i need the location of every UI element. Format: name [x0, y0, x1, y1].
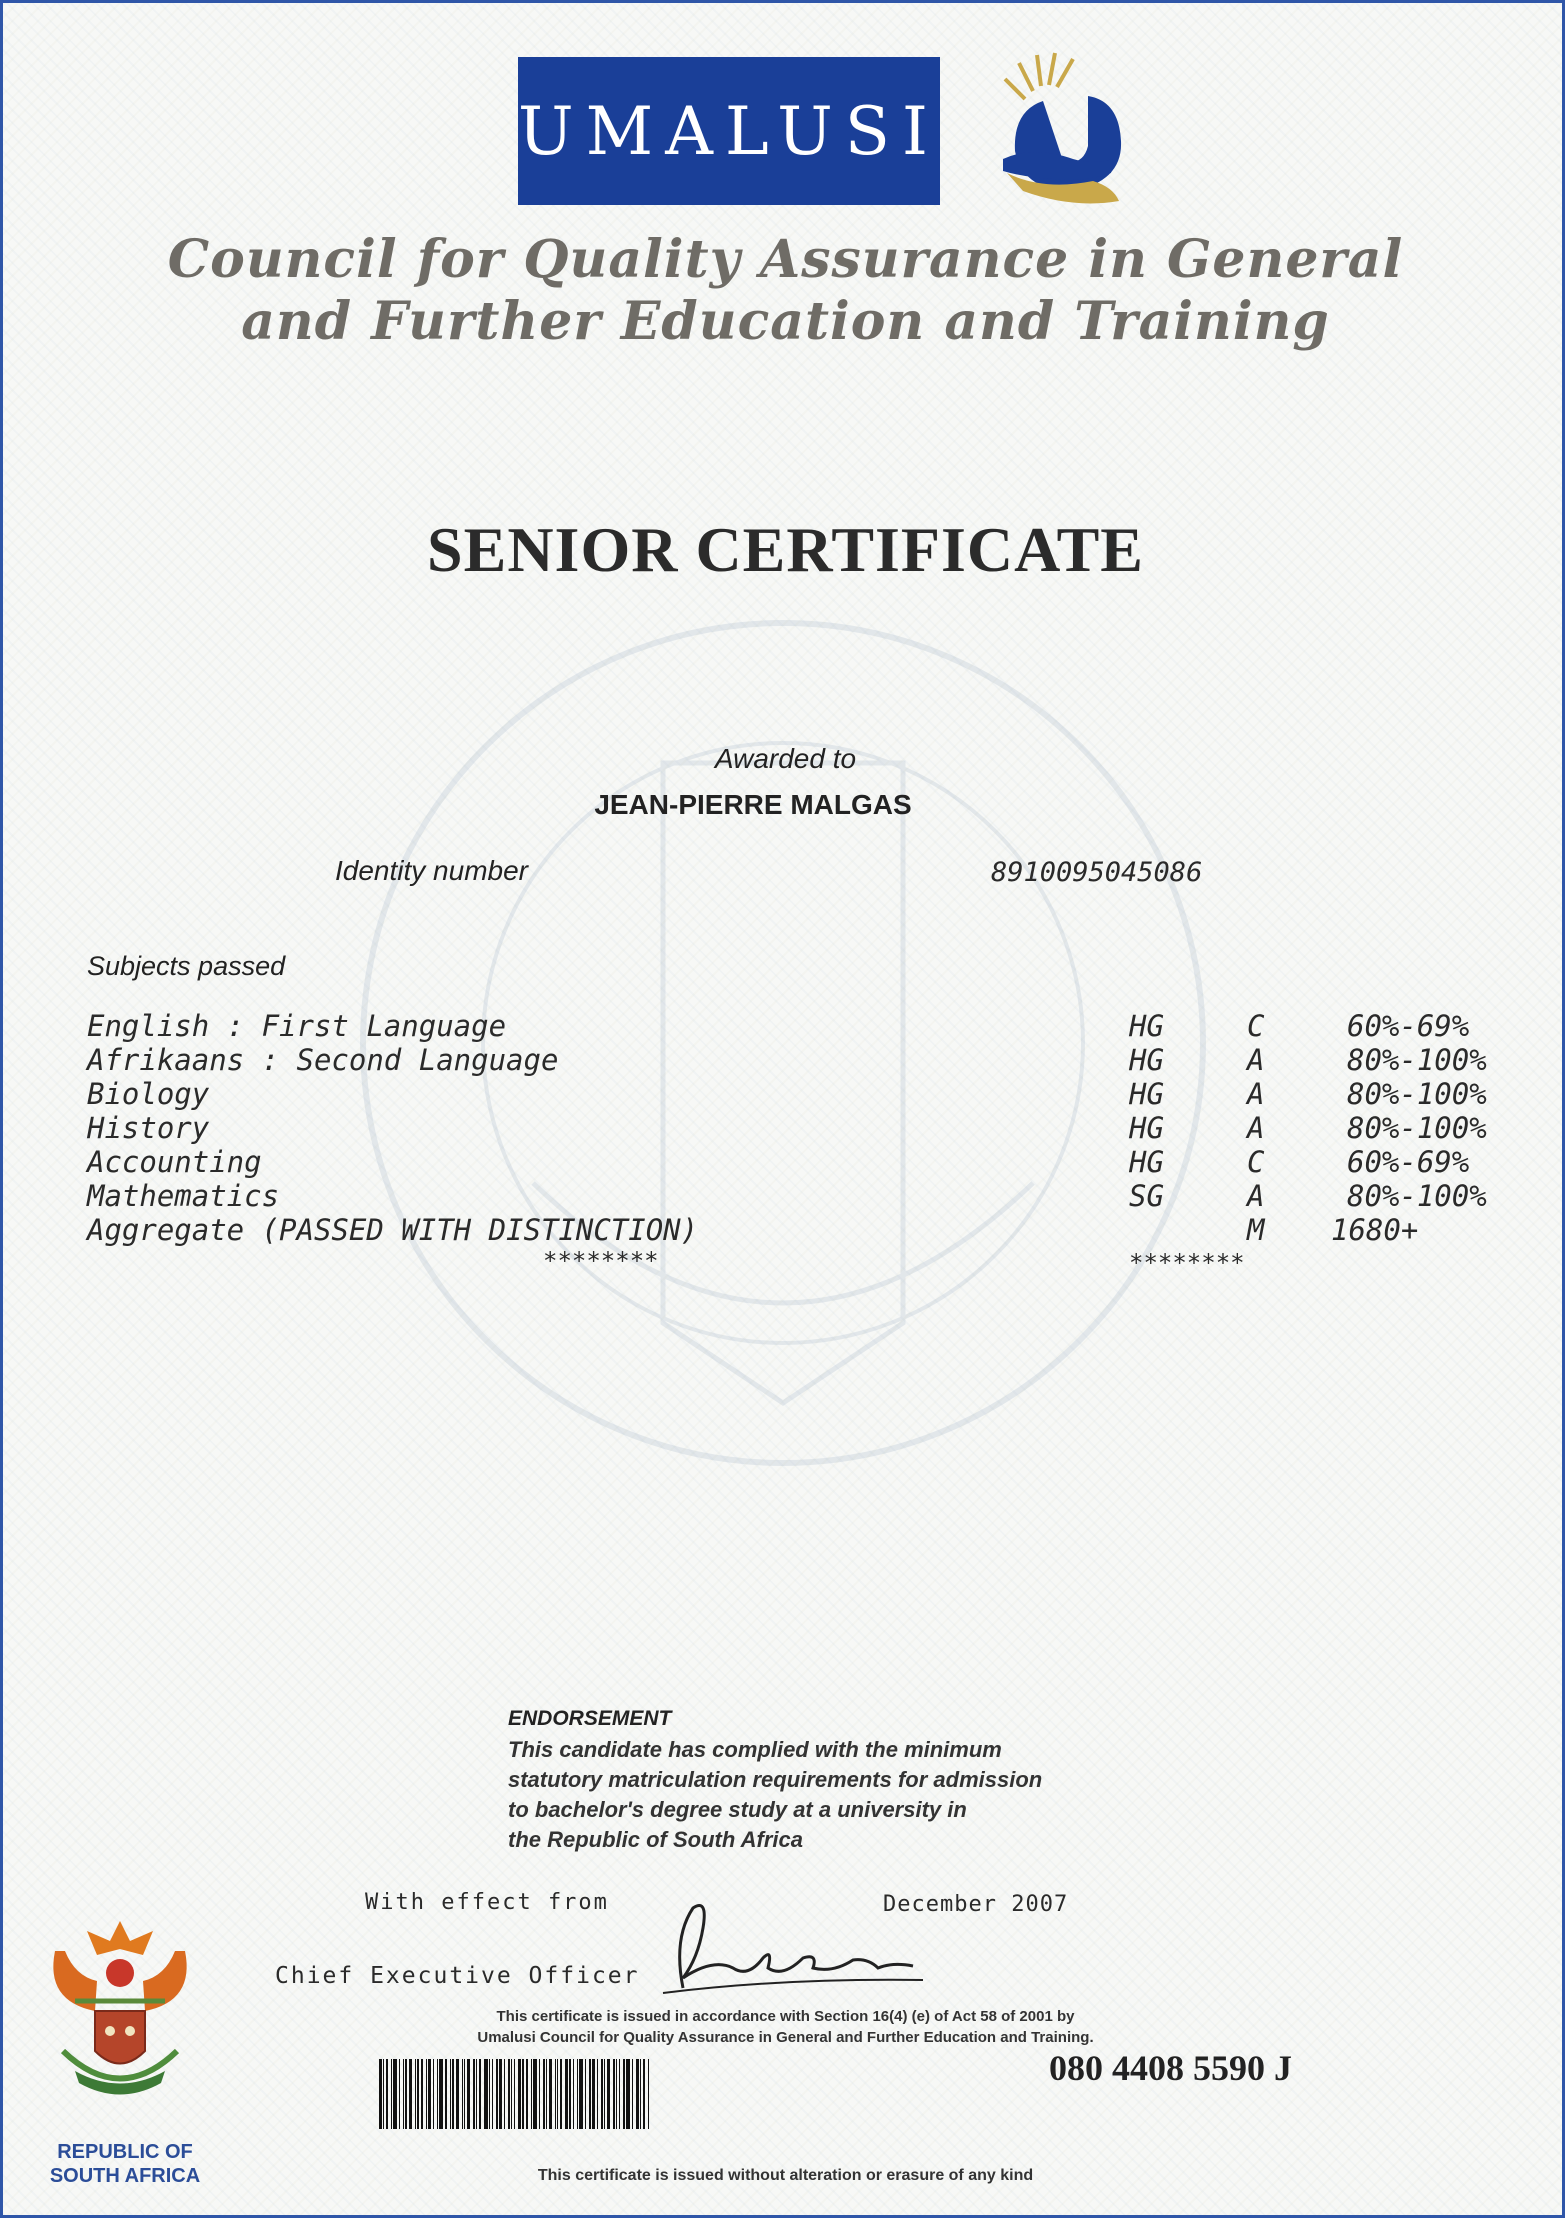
endorsement-line: This candidate has complied with the minimum: [508, 1737, 1002, 1762]
endorsement-line: statutory matriculation requirements for admission: [508, 1767, 1043, 1792]
barcode-bar: [403, 2059, 404, 2129]
umalusi-hand-emblem-icon: [993, 41, 1133, 209]
barcode-bar: [504, 2059, 505, 2129]
barcode-bar: [492, 2059, 493, 2129]
barcode-bar: [450, 2059, 451, 2129]
barcode-bar: [518, 2059, 521, 2129]
subject-level: HG: [1129, 1145, 1164, 1179]
barcode-bar: [473, 2059, 475, 2129]
subject-level: HG: [1129, 1111, 1164, 1145]
barcode-bar: [526, 2059, 528, 2129]
barcode-bar: [604, 2059, 605, 2129]
issued-note-line: This certificate is issued in accordance with Section 16(4) (e) of Act 58 of 2001 by: [496, 2008, 1075, 2025]
barcode-bar: [467, 2059, 470, 2129]
barcode-bar: [533, 2059, 537, 2129]
subject-percent: 80%-100%: [1347, 1179, 1487, 1213]
barcode-bar: [531, 2059, 532, 2129]
barcode-bar: [508, 2059, 510, 2129]
closing-stars-left: ********: [543, 1247, 659, 1275]
barcode-bar: [569, 2059, 571, 2129]
barcode-bar: [543, 2059, 545, 2129]
subject-percent: 80%-100%: [1347, 1077, 1487, 1111]
barcode-bar: [601, 2059, 603, 2129]
subject-percent: 80%-100%: [1347, 1111, 1487, 1145]
aggregate-row: [87, 1213, 1507, 1247]
barcode-bar: [405, 2059, 407, 2129]
subject-row: [87, 1145, 1507, 1179]
barcode-bar: [585, 2059, 586, 2129]
barcode-bar: [619, 2059, 620, 2129]
barcode-bar: [437, 2059, 438, 2129]
barcode-bar: [391, 2059, 392, 2129]
barcode-bar: [399, 2059, 400, 2129]
barcode-bar: [462, 2059, 463, 2129]
barcode: [379, 2059, 831, 2129]
certificate-title: SENIOR CERTIFICATE: [427, 514, 1144, 585]
barcode-bar: [456, 2059, 459, 2129]
subject-symbol: A: [1247, 1111, 1265, 1145]
barcode-bar: [539, 2059, 540, 2129]
barcode-bar: [546, 2059, 547, 2129]
barcode-bar: [557, 2059, 558, 2129]
subject-name: Accounting: [87, 1145, 262, 1179]
barcode-bar: [428, 2059, 431, 2129]
effect-from-label: With effect from: [365, 1890, 609, 1915]
subject-level: HG: [1129, 1077, 1164, 1111]
barcode-bar: [607, 2059, 610, 2129]
umalusi-logo: [518, 57, 940, 205]
subject-level: HG: [1129, 1009, 1164, 1043]
barcode-bar: [409, 2059, 412, 2129]
endorsement-line: the Republic of South Africa: [508, 1827, 803, 1852]
barcode-bar: [577, 2059, 578, 2129]
logo-text: UMALUSI: [518, 92, 940, 170]
barcode-bar: [499, 2059, 502, 2129]
subjects-passed-label: Subjects passed: [87, 951, 286, 981]
serial-number: 080 4408 5590 J: [1049, 2048, 1292, 2088]
barcode-bar: [496, 2059, 498, 2129]
barcode-bar: [592, 2059, 595, 2129]
footer-note: This certificate is issued without alteration or erasure of any kind: [537, 2167, 1034, 2184]
candidate-name: JEAN-PIERRE MALGAS: [594, 789, 912, 820]
identity-number-label: Identity number: [335, 855, 528, 886]
barcode-bar: [626, 2059, 630, 2129]
barcode-bar: [636, 2059, 639, 2129]
barcode-bar: [445, 2059, 447, 2129]
subject-percent: 80%-100%: [1347, 1043, 1487, 1077]
barcode-bar: [426, 2059, 427, 2129]
subject-percent: 60%-69%: [1347, 1009, 1470, 1043]
subject-symbol: A: [1247, 1043, 1265, 1077]
barcode-bar: [386, 2059, 388, 2129]
awarded-to-label: Awarded to: [714, 743, 857, 774]
barcode-bar: [648, 2059, 649, 2129]
issued-note-line: Umalusi Council for Quality Assurance in General and Further Education and Training.: [477, 2029, 1094, 2046]
subject-name: Mathematics: [87, 1179, 280, 1213]
aggregate-symbol: M: [1247, 1213, 1265, 1247]
barcode-bar: [573, 2059, 574, 2129]
subject-percent: 60%-69%: [1347, 1145, 1470, 1179]
barcode-bar: [433, 2059, 434, 2129]
barcode-bar: [417, 2059, 419, 2129]
aggregate-total: 1680+: [1331, 1213, 1419, 1247]
ceo-label: Chief Executive Officer: [275, 1963, 640, 1989]
barcode-bar: [522, 2059, 524, 2129]
subject-row: [87, 1077, 1507, 1111]
barcode-bar: [560, 2059, 562, 2129]
barcode-bar: [484, 2059, 488, 2129]
barcode-bar: [489, 2059, 490, 2129]
barcode-bar: [476, 2059, 477, 2129]
barcode-bar: [589, 2059, 591, 2129]
barcode-bar: [514, 2059, 515, 2129]
ceo-signature-icon: [653, 1898, 933, 1998]
barcode-bar: [549, 2059, 552, 2129]
barcode-bar: [623, 2059, 625, 2129]
subject-level: SG: [1129, 1179, 1164, 1213]
barcode-bar: [632, 2059, 633, 2129]
council-name-line-1: Council for Quality Assurance in General: [167, 229, 1404, 290]
subject-row: [87, 1043, 1507, 1077]
effect-from-date: December 2007: [883, 1892, 1069, 1917]
republic-label-line-2: SOUTH AFRICA: [49, 2165, 201, 2187]
barcode-bar: [479, 2059, 481, 2129]
subject-name: Biology: [87, 1077, 210, 1111]
subject-symbol: A: [1247, 1077, 1265, 1111]
subject-symbol: A: [1247, 1179, 1265, 1213]
endorsement-line: to bachelor's degree study at a university in: [508, 1797, 967, 1822]
subject-symbol: C: [1247, 1145, 1265, 1179]
barcode-bar: [383, 2059, 384, 2129]
barcode-bar: [613, 2059, 615, 2129]
identity-number-value: 8910095045086: [991, 857, 1203, 888]
barcode-bar: [511, 2059, 512, 2129]
subject-row: [87, 1009, 1507, 1043]
subject-name: English : First Language: [87, 1009, 507, 1043]
barcode-bar: [616, 2059, 617, 2129]
barcode-bar: [415, 2059, 416, 2129]
barcode-bar: [643, 2059, 645, 2129]
barcode-bar: [555, 2059, 556, 2129]
subject-symbol: C: [1247, 1009, 1265, 1043]
subject-level: HG: [1129, 1043, 1164, 1077]
barcode-bar: [597, 2059, 598, 2129]
subject-row: [87, 1111, 1507, 1145]
aggregate-label: Aggregate (PASSED WITH DISTINCTION): [87, 1213, 699, 1247]
endorsement-heading: ENDORSEMENT: [508, 1707, 672, 1730]
barcode-bar: [393, 2059, 397, 2129]
barcode-bar: [452, 2059, 454, 2129]
barcode-bar: [421, 2059, 423, 2129]
council-name-line-2: and Further Education and Training: [241, 291, 1330, 352]
barcode-bar: [579, 2059, 583, 2129]
coat-of-arms-icon: [35, 1911, 205, 2116]
republic-label-line-1: REPUBLIC OF: [57, 2141, 193, 2163]
barcode-bar: [379, 2059, 382, 2129]
barcode-bar: [565, 2059, 568, 2129]
barcode-bar: [640, 2059, 641, 2129]
subject-row: [87, 1179, 1507, 1213]
barcode-bar: [464, 2059, 465, 2129]
closing-stars-right: ********: [1129, 1249, 1245, 1277]
subject-name: History: [87, 1111, 210, 1145]
subject-name: Afrikaans : Second Language: [87, 1043, 559, 1077]
barcode-bar: [439, 2059, 443, 2129]
issued-note: [3, 2006, 1565, 2048]
